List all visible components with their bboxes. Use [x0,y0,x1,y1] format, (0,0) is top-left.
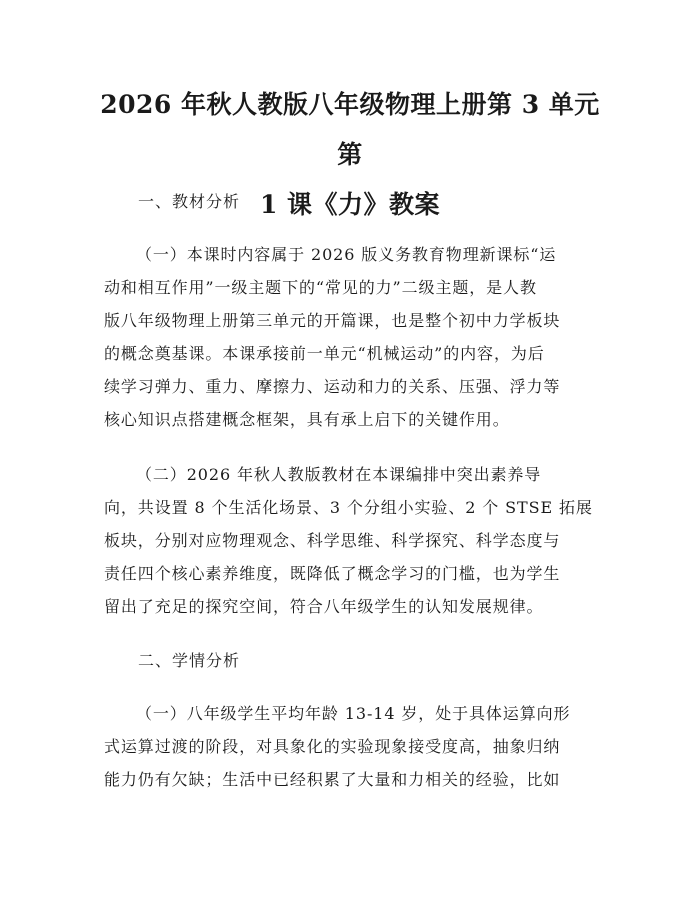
paragraph [104,697,602,796]
section-heading: 一、教材分析 [138,192,241,211]
paragraph-line: 核心知识点搭建概念框架，具有承上启下的关键作用。 [104,410,510,429]
title-line: 1 课《力》教案 [259,190,441,219]
paragraph [104,238,602,436]
paragraph-line: 式运算过渡的阶段，对具象化的实验现象接受度高，抽象归纳 [104,737,561,756]
section-textbook-analysis [104,186,602,623]
section-student-analysis [104,645,602,796]
paragraph-line: （二）2026 年秋人教版教材在本课编排中突出素养导 [136,465,542,484]
paragraph-line: 能力仍有欠缺；生活中已经积累了大量和力相关的经验，比如 [104,770,561,789]
paragraph-line: 版八年级物理上册第三单元的开篇课，也是整个初中力学板块 [104,311,561,330]
title-line: 2026 年秋人教版八年级物理上册第 3 单元第 [100,90,600,169]
document-body [104,186,602,818]
paragraph-line: 续学习弹力、重力、摩擦力、运动和力的关系、压强、浮力等 [104,377,561,396]
paragraph-line: 动和相互作用”一级主题下的“常见的力”二级主题，是人教 [104,278,537,297]
section-heading: 二、学情分析 [138,651,241,670]
paragraph [104,458,602,623]
paragraph-line: 的概念奠基课。本课承接前一单元“机械运动”的内容，为后 [104,344,545,363]
paragraph-line: 留出了充足的探究空间，符合八年级学生的认知发展规律。 [104,597,544,616]
paragraph-line: 向，共设置 8 个生活化场景、3 个分组小实验、2 个 STSE 拓展 [104,498,593,517]
paragraph-line: （一）八年级学生平均年龄 13-14 岁，处于具体运算向形 [136,704,571,723]
paragraph-line: 责任四个核心素养维度，既降低了概念学习的门槛，也为学生 [104,564,561,583]
paragraph-line: 板块，分别对应物理观念、科学思维、科学探究、科学态度与 [104,531,561,550]
paragraph-line: （一）本课时内容属于 2026 版义务教育物理新课标“运 [136,245,557,264]
